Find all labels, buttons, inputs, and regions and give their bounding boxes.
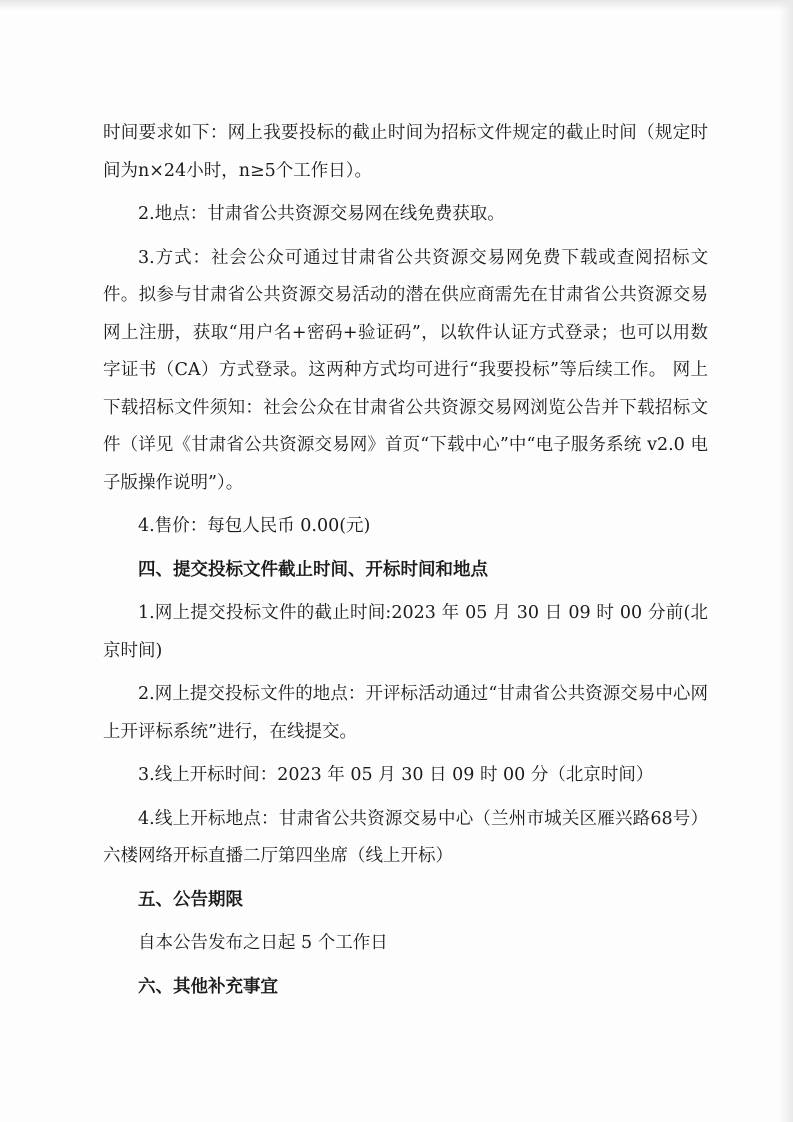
section-heading-4: 四、提交投标文件截止时间、开标时间和地点 [138,559,488,580]
scan-edge-right [779,0,793,1122]
paragraph-opening-time: 3.线上开标时间：2023 年 05 月 30 日 09 时 00 分（北京时间） [138,765,654,785]
paragraph-price: 4.售价：每包人民币 0.00(元) [138,516,371,536]
paragraph-method: 3.方式：社会公众可通过甘肃省公共资源交易网免费下载或查阅招标文件。拟参与甘肃省公共资源交易活动的潜在供应商需先在甘肃省公共资源交易网上注册，获取“用户名+密码+验证码”，以软件认证方式登录；也可以用数字证书（CA）方式登录。这两种方式均可进行“我要投标”等后续工作。 网上下载招标文件须知：社会公众在甘肃省公共资源交易网浏览公告并下载招标文件（详见《甘肃省公共资源交易网》首页“下载中心”中“电子服务系统 v2.0 电子版操作说明”）。 [103,247,708,493]
section-heading-5: 五、公告期限 [138,889,243,910]
paragraph-opening-location: 4.线上开标地点：甘肃省公共资源交易中心（兰州市城关区雁兴路68号）六楼网络开标直播二厅第四坐席（线上开标） [103,808,708,866]
paragraph-time-requirement: 时间要求如下：网上我要投标的截止时间为招标文件规定的截止时间（规定时间为n×24小时，n≥5个工作日）。 [103,123,708,181]
paragraph-submission-deadline: 1.网上提交投标文件的截止时间:2023 年 05 月 30 日 09 时 00 分前(北京时间) [103,603,708,661]
document-body [103,115,708,1006]
section-heading-6: 六、其他补充事宜 [138,976,278,997]
scan-edge-top [0,0,793,10]
paragraph-submission-location: 2.网上提交投标文件的地点：开评标活动通过“甘肃省公共资源交易中心网上开评标系统”进行，在线提交。 [103,684,708,742]
paragraph-location: 2.地点：甘肃省公共资源交易网在线免费获取。 [138,204,505,224]
paragraph-announcement-period: 自本公告发布之日起 5 个工作日 [138,933,388,953]
